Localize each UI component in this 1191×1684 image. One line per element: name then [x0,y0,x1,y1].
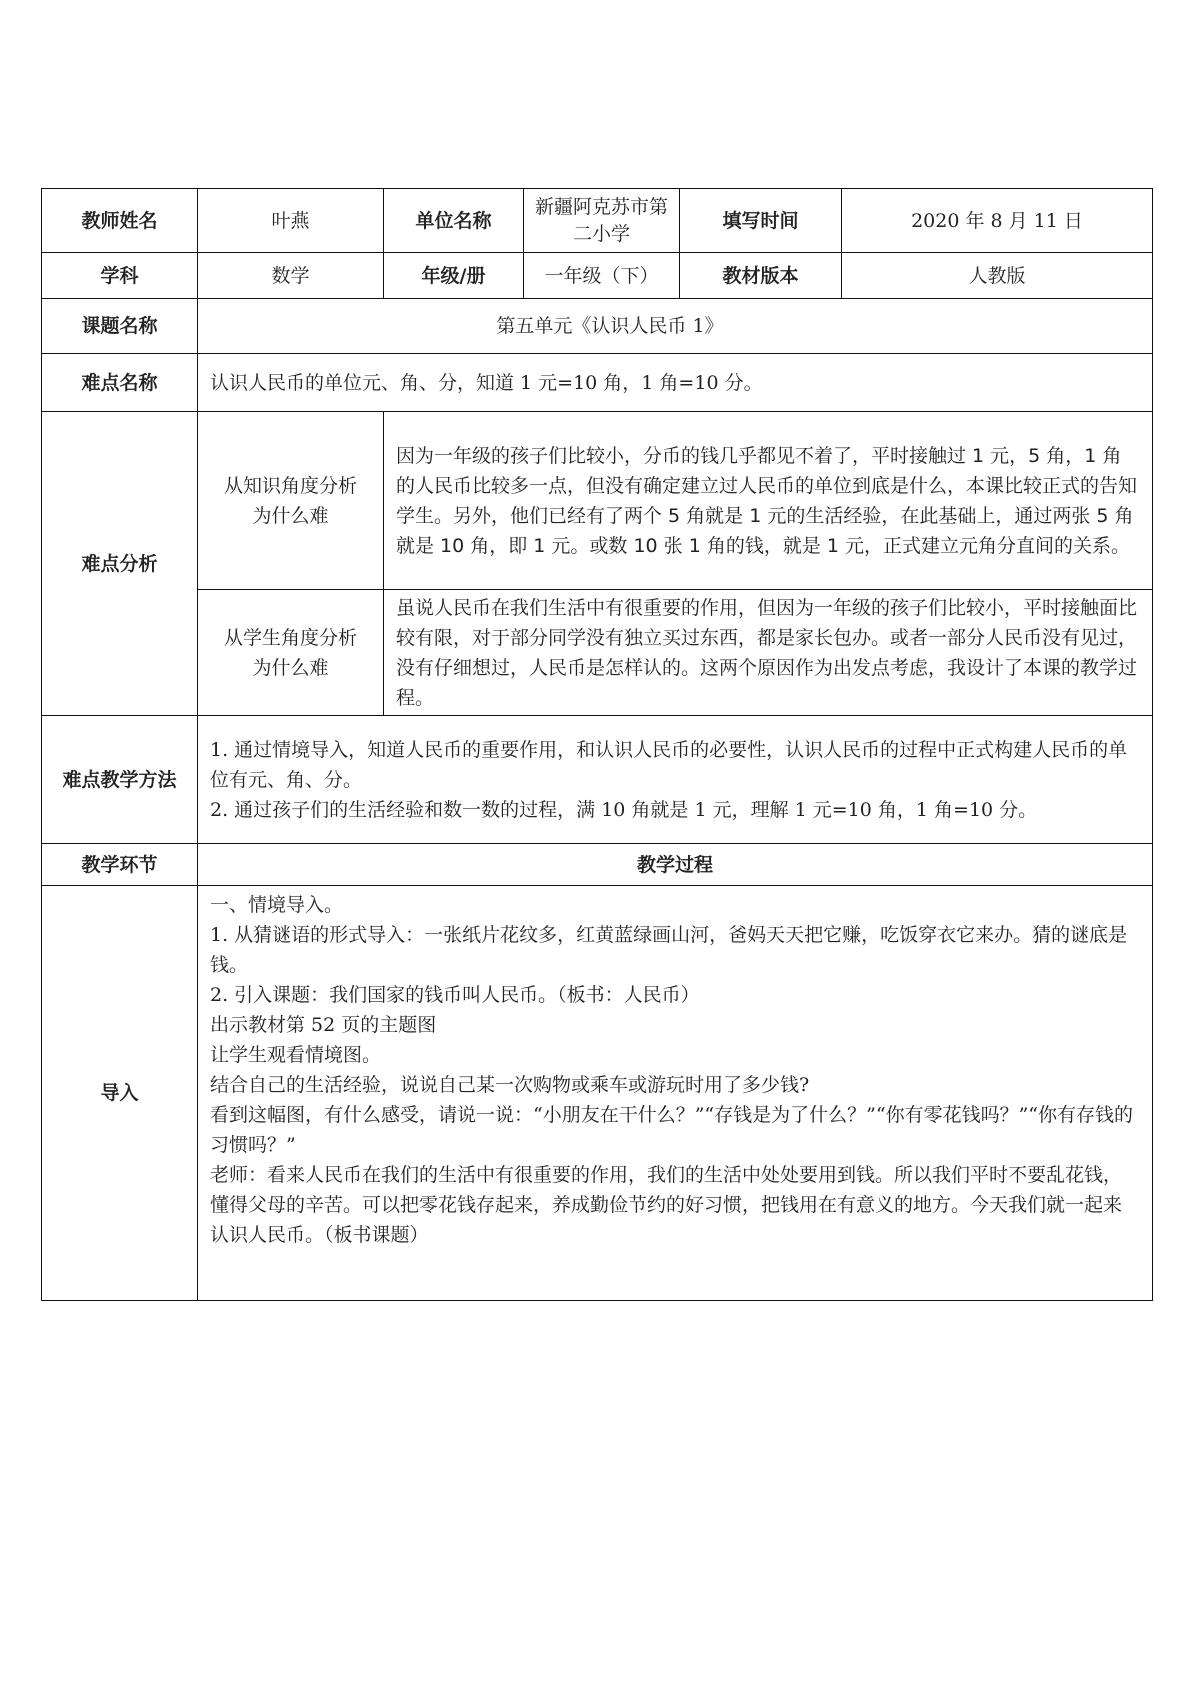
student-angle-text: 虽说人民币在我们生活中有很重要的作用，但因为一年级的孩子们比较小，平时接触面比较有限，对于部分同学没有独立买过东西，都是家长包办。或者一部分人民币没有见过，没有仔细想过，人民币是怎样认的。这两个原因作为出发点考虑，我设计了本课的教学过程。 [384,590,1153,716]
intro-label: 导入 [42,886,198,1301]
unit-name-label: 单位名称 [384,189,524,253]
fill-date-value: 2020 年 8 月 11 日 [842,189,1153,253]
process-label: 教学过程 [198,844,1153,886]
knowledge-angle-text: 因为一年级的孩子们比较小，分币的钱几乎都见不着了，平时接触过 1 元，5 角，1 角的人民币比较多一点，但没有确定建立过人民币的单位到底是什么，本课比较正式的告知学生。另外，他们已经有了两个 5 角就是 1 元的生活经验，在此基础上，通过两张 5 角就是 10 角，即 1 元。或数 10 张 1 角的钱，就是 1 元，正式建立元角分直间的关系。 [384,412,1153,590]
topic-value [198,299,1153,354]
method-line-2: 2. 通过孩子们的生活经验和数一数的过程，满 10 角就是 1 元，理解 1 元=10 角，1 角=10 分。 [210,798,1038,821]
difficulty-value: 认识人民币的单位元、角、分，知道 1 元=10 角，1 角=10 分。 [198,354,1153,412]
knowledge-angle-label [198,412,384,590]
student-angle-line-1: 从学生角度分析 [223,626,357,649]
intro-line: 出示教材第 52 页的主题图 [210,1014,437,1036]
unit-name-value [524,189,680,253]
teacher-name-value: 叶燕 [198,189,384,253]
knowledge-angle-line-1: 从知识角度分析 [223,474,357,497]
teacher-name-label: 教师姓名 [42,189,198,253]
unit-name-line-2: 二小学 [572,222,630,245]
method-value [198,716,1153,844]
analysis-knowledge-row [42,412,1153,590]
edition-label: 教材版本 [680,253,842,299]
unit-name-line-1: 新疆阿克苏市第 [534,195,668,218]
header-row-1 [42,189,1153,253]
subject-label: 学科 [42,253,198,299]
method-line-1: 1. 通过情境导入，知道人民币的重要作用，和认识人民币的必要性，认识人民币的过程中正式构建人民币的单位有元、角、分。 [210,738,1128,791]
intro-content [198,886,1153,1301]
method-row [42,716,1153,844]
analysis-label: 难点分析 [42,412,198,716]
method-label: 难点教学方法 [42,716,198,844]
intro-row [42,886,1153,1301]
intro-line: 1. 从猜谜语的形式导入：一张纸片花纹多，红黄蓝绿画山河，爸妈天天把它赚，吃饭穿衣它来办。猜的谜底是钱。 [210,924,1128,976]
analysis-student-row [42,590,1153,716]
stage-label: 教学环节 [42,844,198,886]
topic-value-text: 第五单元《认识人民币 1》 [496,315,724,337]
difficulty-label: 难点名称 [42,354,198,412]
intro-line: 让学生观看情境图。 [210,1044,382,1066]
intro-line: 看到这幅图，有什么感受，请说一说：“小朋友在干什么？”“存钱是为了什么？”“你有零花钱吗？”“你有存钱的习惯吗？” [210,1104,1133,1156]
intro-line: 老师：看来人民币在我们的生活中有很重要的作用，我们的生活中处处要用到钱。所以我们平时不要乱花钱，懂得父母的辛苦。可以把零花钱存起来，养成勤俭节约的好习惯，把钱用在有意义的地方。今天我们就一起来认识人民币。（板书课题） [210,1164,1123,1246]
fill-date-label: 填写时间 [680,189,842,253]
header-row-2 [42,253,1153,299]
edition-value: 人教版 [842,253,1153,299]
student-angle-label [198,590,384,716]
topic-label: 课题名称 [42,299,198,354]
intro-line: 一、情境导入。 [210,894,344,916]
grade-label: 年级/册 [384,253,524,299]
student-angle-line-2: 为什么难 [252,656,329,679]
grade-value: 一年级（下） [524,253,680,299]
subject-value: 数学 [198,253,384,299]
process-header-row [42,844,1153,886]
lesson-plan-table [41,188,1153,1301]
difficulty-row [42,354,1153,412]
topic-row [42,299,1153,354]
intro-line: 2. 引入课题：我们国家的钱币叫人民币。（板书：人民币） [210,984,700,1006]
knowledge-angle-line-2: 为什么难 [252,504,329,527]
intro-line: 结合自己的生活经验，说说自己某一次购物或乘车或游玩时用了多少钱? [210,1074,810,1096]
